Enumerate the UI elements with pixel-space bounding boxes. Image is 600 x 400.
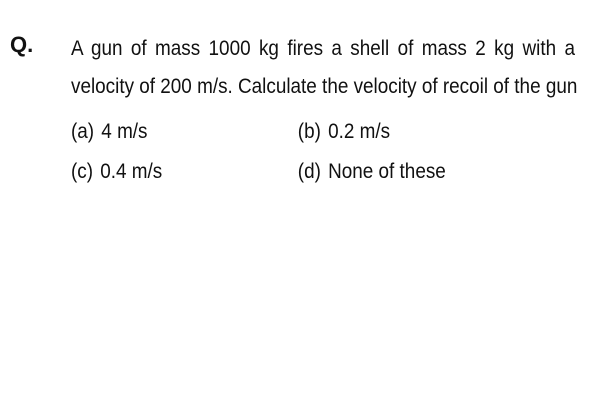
question-line-2: velocity of 200 m/s. Calculate the velocity of recoil of the gun <box>71 75 578 98</box>
option-b-text: 0.2 m/s <box>328 120 391 143</box>
option-d-text: None of these <box>328 160 446 183</box>
question-label: Q. <box>10 32 34 57</box>
option-a <box>71 112 148 152</box>
option-d-letter: (d) <box>297 160 321 183</box>
option-b <box>298 112 390 152</box>
option-a-letter: (a) <box>71 120 95 143</box>
options-row-1 <box>71 112 539 152</box>
option-c-text: 0.4 m/s <box>100 160 163 183</box>
options-row-2 <box>71 152 539 192</box>
option-c-letter: (c) <box>71 160 94 183</box>
option-b-letter: (b) <box>297 120 321 143</box>
option-a-text: 4 m/s <box>101 120 148 143</box>
question-text <box>71 30 578 106</box>
option-d <box>298 152 446 192</box>
question-line-1: A gun of mass 1000 kg fires a shell of mass 2 kg with a <box>71 37 575 60</box>
options-list <box>71 112 539 192</box>
option-c <box>71 152 162 192</box>
